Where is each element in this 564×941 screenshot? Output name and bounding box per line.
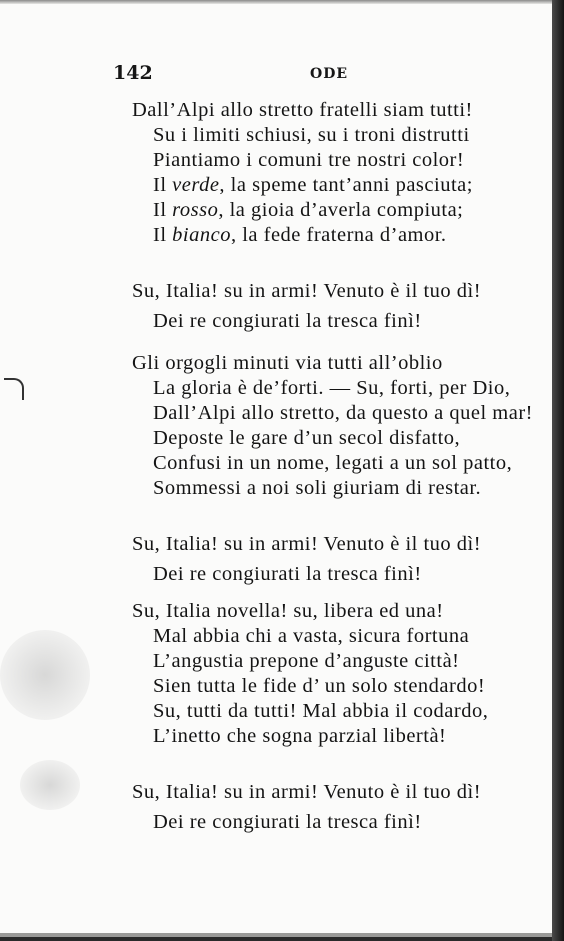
line-text: Gli orgogli minuti via tutti all’oblio (132, 352, 443, 374)
line-text: , la gioia d’averla compiuta; (218, 199, 464, 221)
poem-line (153, 147, 464, 173)
poem-line (153, 197, 463, 223)
line-text: Confusi in un nome, legati a un sol patto, (153, 452, 513, 474)
page-stain (0, 630, 90, 720)
running-head: ODE (310, 66, 349, 82)
poem-line (153, 400, 533, 426)
line-text: La gloria è de’forti. — Su, forti, per Dio, (153, 377, 511, 399)
poem-line (153, 623, 469, 649)
poem-line (153, 673, 485, 699)
page-header (113, 62, 543, 86)
page-top-edge (0, 0, 552, 4)
line-text: L’angustia prepone d’anguste città! (153, 650, 460, 672)
poem-line (153, 475, 481, 501)
poem-line: Su, Italia! su in armi! Venuto è il tuo dì! (132, 781, 482, 803)
page-right-edge (552, 0, 564, 941)
poem-line (153, 723, 446, 749)
poem-line (153, 425, 460, 451)
poem-line: Dei re congiurati la tresca finì! (153, 563, 422, 585)
page-number: 142 (113, 62, 153, 84)
poem-line: Dei re congiurati la tresca finì! (153, 811, 422, 833)
poem-line (153, 222, 447, 248)
line-text: Il (153, 174, 173, 196)
italic-word: bianco (172, 224, 231, 246)
poem-line: Su, Italia! su in armi! Venuto è il tuo dì! (132, 533, 482, 555)
poem-line (132, 97, 473, 123)
poem-line (132, 350, 443, 376)
line-text: Mal abbia chi a vasta, sicura fortuna (153, 625, 470, 647)
line-text: Dall’Alpi allo stretto, da questo a quel mar! (153, 402, 534, 424)
italic-word: rosso (172, 199, 219, 221)
line-text: Su, tutti da tutti! Mal abbia il codardo, (153, 700, 489, 722)
line-text: Piantiamo i comuni tre nostri color! (153, 149, 465, 171)
poem-line (153, 648, 460, 674)
poem-line (153, 172, 473, 198)
poem-line: Dei re congiurati la tresca finì! (153, 310, 422, 332)
line-text: L’inetto che sogna parzial libertà! (153, 725, 447, 747)
poem-line (153, 450, 512, 476)
line-text: Deposte le gare d’un secol disfatto, (153, 427, 461, 449)
poem-line: Su, Italia! su in armi! Venuto è il tuo dì! (132, 280, 482, 302)
poem-line (153, 375, 510, 401)
line-text: Sien tutta le fide d’ un solo stendardo! (153, 675, 486, 697)
page-stain (20, 760, 80, 810)
poem-line (153, 122, 470, 148)
poem-line (132, 598, 444, 624)
line-text: , la fede fraterna d’amor. (230, 224, 447, 246)
line-text: Dall’Alpi allo stretto fratelli siam tutti! (132, 99, 473, 121)
line-text: Il (153, 199, 173, 221)
poem-line (153, 698, 488, 724)
page-bottom-edge (0, 933, 552, 937)
italic-word: verde (172, 174, 220, 196)
line-text: Il (153, 224, 173, 246)
line-text: Su i limiti schiusi, su i troni distrutti (153, 124, 470, 146)
line-text: , la speme tant’anni pasciuta; (219, 174, 473, 196)
line-text: Sommessi a noi soli giuriam di restar. (153, 477, 482, 499)
line-text: Su, Italia novella! su, libera ed una! (132, 600, 444, 622)
margin-mark (4, 378, 24, 400)
